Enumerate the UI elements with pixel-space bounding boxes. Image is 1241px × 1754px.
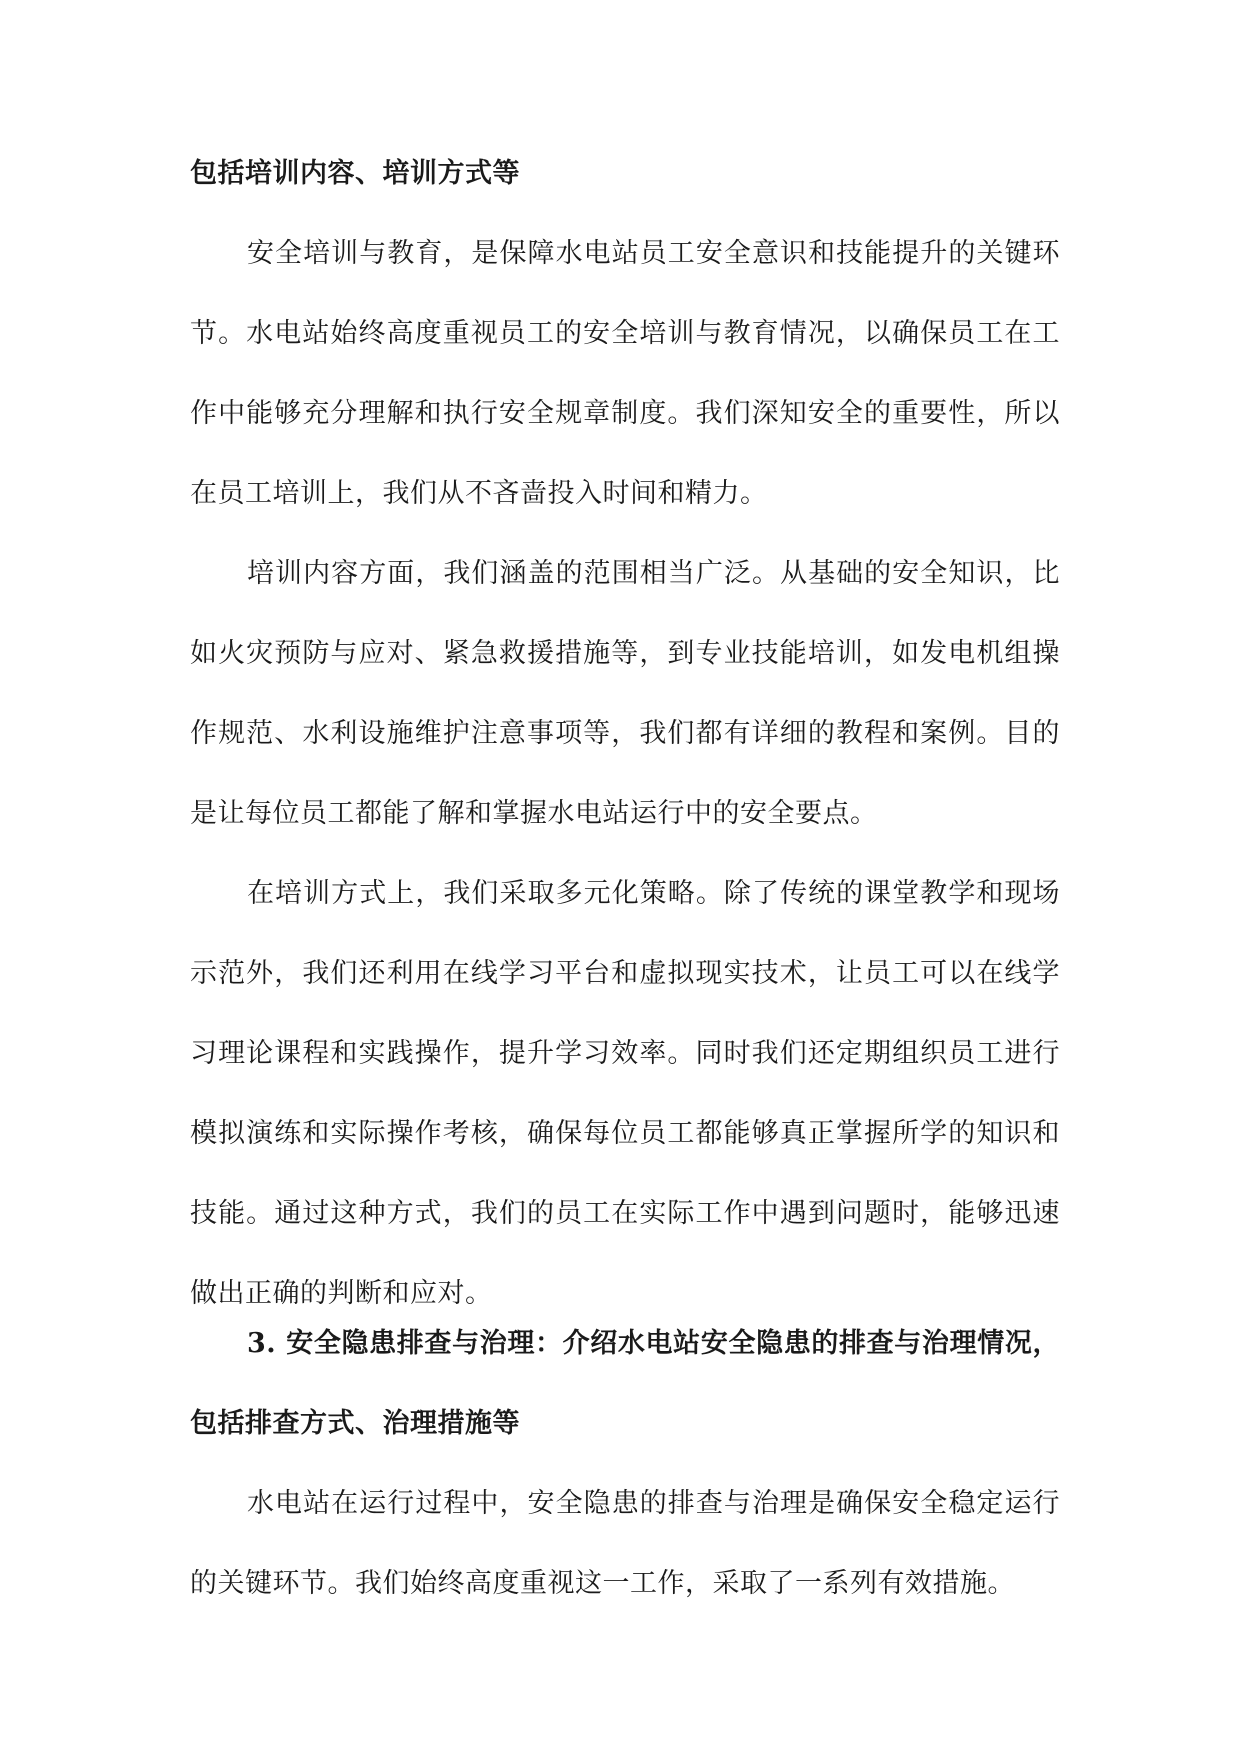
- paragraph-training-methods: 在培训方式上，我们采取多元化策略。除了传统的课堂教学和现场示范外，我们还利用在线学习平台和虚拟现实技术，让员工可以在线学习理论课程和实践操作，提升学习效率。同时我们还定期组织员工进行模拟演练和实际操作考核，确保每位员工都能够真正掌握所学的知识和技能。通过这种方式，我们的员工在实际工作中遇到问题时，能够迅速做出正确的判断和应对。: [190, 878, 1060, 1309]
- paragraph-hazard-inspection-intro: 水电站在运行过程中，安全隐患的排查与治理是确保安全稳定运行的关键环节。我们始终高度重视这一工作，采取了一系列有效措施。: [190, 1488, 1060, 1599]
- paragraph-training-content: 培训内容方面，我们涵盖的范围相当广泛。从基础的安全知识，比如火灾预防与应对、紧急救援措施等，到专业技能培训，如发电机组操作规范、水利设施维护注意事项等，我们都有详细的教程和案例。目的是让每位员工都能了解和掌握水电站运行中的安全要点。: [190, 558, 1060, 829]
- paragraph-safety-training-intro: 安全培训与教育，是保障水电站员工安全意识和技能提升的关键环节。水电站始终高度重视员工的安全培训与教育情况，以确保员工在工作中能够充分理解和执行安全规章制度。我们深知安全的重要性，所以在员工培训上，我们从不吝啬投入时间和精力。: [190, 238, 1060, 509]
- section-heading-hazard-inspection: 3. 安全隐患排查与治理：介绍水电站安全隐患的排查与治理情况，包括排查方式、治理措施等: [190, 1328, 1060, 1439]
- section-heading-continuation: 包括培训内容、培训方式等: [190, 158, 520, 189]
